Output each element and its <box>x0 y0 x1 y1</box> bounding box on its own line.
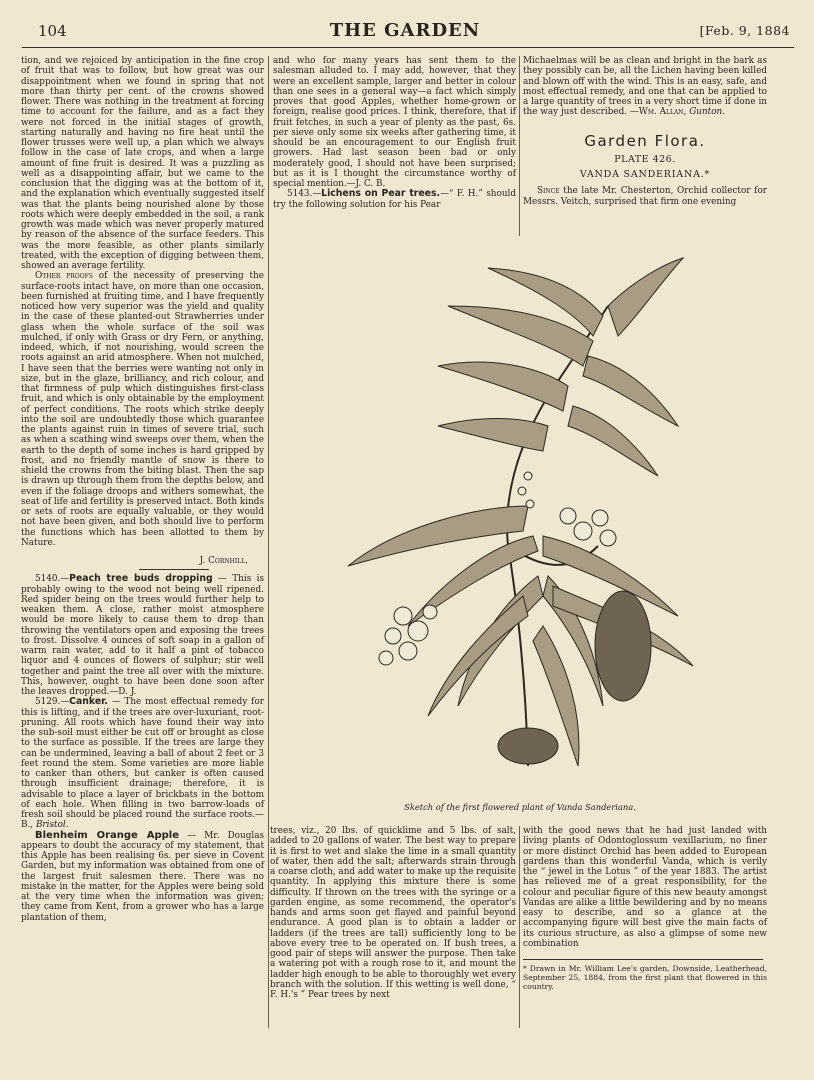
paragraph: with the good news that he had just landed with living plants of Odontoglossum vexillarium, no finer or more distinct Orchid has been added to European gardens than this wonderful Vanda, which is verily the “ jewel in the Lotus ” of the year 1883. The artist has relieved me of a great responsibility, for the colour and peculiar figure of this new beauty amongst Vandas are alike a little bewildering and by no means easy to describe, and so a glance at the accompanying figure will best give the main facts of its curious structure, as also a glimpse of some new combination <box>523 826 767 949</box>
plant-name: VANDA SANDERIANA.* <box>579 169 711 180</box>
query-5140 <box>21 574 264 697</box>
paragraph: tion, and we rejoiced by anticipation in the fine crop of fruit that was to follow, but how great was our disappointment when we found in spring that not more than thirty per cent. of the crowns showed flower. There was nothing in the treatment at forcing time to account for the failure, and as a fact they were not forced in the initial stages of growth, starting naturally and having no fire heat until the flower trusses were well up, a plan which we always follow in the case of late crops, and when a large amount of fine fruit is desired. It was a puzzling as well as a disappointing affair, but we came to the conclusion that the digging was at the bottom of it, and the explanation which eventually suggested itself was that the plants being nourished alone by those roots which were deeply embedded in the soil, a rank growth was made which was never properly matured by reason of the absence of the surface feeders. This was the more feasible, as other plants similarly treated, with the exception of digging between them, showed an average fertility. <box>21 56 264 271</box>
orchid-illustration <box>338 246 698 806</box>
query-text: — The most effectual remedy for this is lifting, and if the trees are over-luxuriant, root-pruning. All roots which have found their way into the sub-soil must either be cut off or brought as close to the surface as possible. If the trees are large they can be undermined, leaving a ball of about 2 feet or 3 feet round the stem. Some varieties are more liable to canker than others, but canker is often caused through insufficient drainage; therefore, it is advisable to place a layer of brickbats in the bottom of each hole. When filling in two barrow-loads of fresh soil should be placed round the surface roots.—B., <box>21 697 264 831</box>
column-divider <box>519 56 520 236</box>
paragraph <box>21 271 264 548</box>
query-heading: Peach tree buds dropping <box>69 573 213 585</box>
column-divider <box>519 826 520 1028</box>
column-right-bottom <box>523 826 767 991</box>
column-right-top <box>523 56 767 207</box>
blenheim-note <box>21 831 264 923</box>
figure-caption: Sketch of the first flowered plant of Vanda Sanderiana. <box>404 802 636 812</box>
paragraph: and who for many years has sent them to the salesman alluded to. I may add, however, that they were an excellent sample, larger and better in colour than one sees in a general way—a fact which simply proves that good Apples, whether home-grown or foreign, realise good prices. I think, therefore, that if fruit fetches, in such a year of plenty as the past, 6s. per sieve only some six weeks after gathering time, it should be an encouragement to our English fruit growers. Had last season been bad or only moderately good, I should not have been surprised; but as it is I thought the circumstance worthy of special mention.—J. C. B. <box>273 56 516 189</box>
paragraph-lead: Other proofs <box>35 271 93 282</box>
section-title: Garden Flora. <box>584 131 706 150</box>
column-divider <box>268 56 269 1028</box>
publication-title: THE GARDEN <box>329 20 481 41</box>
query-text: — This is probably owing to the wood not being well ripened. Red spider being on the trees would further help to weaken them. A close, rather moist atmosphere would be more likely to cause them to drop than throwing the ventilators open and exposing the trees to frost. Dissolve 4 ounces of soft soap in a gallon of warm rain water, add to it half a pint of tobacco liquor and 4 ounces of flowers of sulphur; stir well together and paint the tree all over with the mixture. This, however, ought to have been done soon after the leaves dropped.—D. J. <box>21 574 265 697</box>
paragraph-lead: Since <box>537 186 560 197</box>
query-number: 5140.— <box>35 574 70 585</box>
signature: Wm. Allan, <box>638 107 687 118</box>
query-text: —“ F. H.” should try the following solution for his Pear <box>273 189 516 210</box>
column-middle-top <box>273 56 516 210</box>
query-signature: Bristol. <box>35 820 69 831</box>
page-header <box>20 22 790 44</box>
issue-date: [Feb. 9, 1884 <box>699 23 790 38</box>
column-left <box>21 56 264 923</box>
column-middle-bottom <box>270 826 516 1000</box>
paragraph: trees, viz., 20 lbs. of quicklime and 5 lbs. of salt, added to 20 gallons of water. The best way to prepare it is first to wet and slake the lime in a small quantity of water, then add the salt; afterwards strain through a coarse cloth, and add water to make up the requisite quantity. In applying this mixture there is some difficulty. If thrown on the trees with the syringe or a garden engine, as some recommend, the operator's hands and arms soon get flayed and painful beyond endurance. A good plan is to obtain a ladder or ladders (if the trees are tall) sufficiently long to be above every tree to be operated on. If bush trees, a good pair of steps will answer the purpose. Then take a watering pot with a rough rose to it, and mount the ladder high enough to be able to thoroughly wet every branch with the solution. If this wetting is well done, “ F. H.'s ” Pear trees by next <box>270 826 516 1000</box>
signature-place: Gunton. <box>689 107 726 118</box>
query-number: 5129.— <box>35 697 70 708</box>
query-5143 <box>273 189 516 210</box>
query-number: 5143.— <box>287 189 322 200</box>
note-heading: Blenheim Orange Apple <box>35 829 179 841</box>
query-5129 <box>21 697 264 830</box>
page-number: 104 <box>38 22 67 40</box>
query-heading: Canker. <box>69 696 108 708</box>
header-rule <box>22 47 794 48</box>
footnote-rule <box>523 959 763 960</box>
footnote: * Drawn in Mr. William Lee's garden, Downside, Leatherhead, September 25, 1884, from the first plant that flowered in this country. <box>523 964 767 991</box>
paragraph-text: of the necessity of preserving the surface-roots intact have, on more than one occasion, been furnished at fruiting time, and I have frequently noticed how very superior was the yield and quality in the case of these planted-out Strawberries under glass when the whole surface of the soil was mulched, if only with Grass or dry Fern, or anything, indeed, which, if not nourishing, would screen the roots against an arid atmosphere. When not mulched, I have seen that the berries were wanting not only in size, but in the glaze, brilliancy, and rich colour, and that firmness of pulp which distinguishes first-class fruit, and which is only obtainable by the employment of perfect conditions. The roots which strike deeply into the soil are undoubtedly those which guarantee the plants against ruin in times of severe trial, such as when a scathing wind sweeps over them, when the earth to the depth of some inches is hard gripped by frost, and no friendly mantle of snow is there to shield the crowns from the biting blast. Then the sap is drawn up through them from the depths below, and even if the foliage droops and withers somewhat, the seat of life and fertility is preserved intact. Both kinds or sets of roots are equally valuable, or they would not have been given, and both should live to perform the functions which has been allotted to them by Nature. <box>21 271 265 548</box>
query-heading: Lichens on Pear trees. <box>321 188 441 200</box>
paragraph <box>523 186 767 207</box>
paragraph <box>523 56 767 118</box>
signature: J. Cornhill. <box>199 556 248 566</box>
plate-number: PLATE 426. <box>614 153 676 165</box>
paragraph-text: the late Mr. Chesterton, Orchid collector for Messrs. Veitch, surprised that firm one evening <box>523 186 767 207</box>
section-rule <box>139 569 209 570</box>
note-text: — Mr. Douglas appears to doubt the accuracy of my statement, that this Apple has been realising 6s. per sieve in Covent Garden, but my information was obtained from one of the largest fruit salesmen there. There was no mistake in the matter, for the Apples were being sold at the very time when the information was given; they came from Kent, from a grower who has a large plantation of them, <box>21 830 265 923</box>
paragraph-text: Michaelmas will be as clean and bright in the bark as they possibly can be, all the Lichen having been killed and blown off with the wind. This is an easy, safe, and most effectual remedy, and one that can be applied to a large quantity of trees in a very short time if done in the way just described. — <box>523 56 768 118</box>
orchid-leaves-icon <box>348 258 693 766</box>
